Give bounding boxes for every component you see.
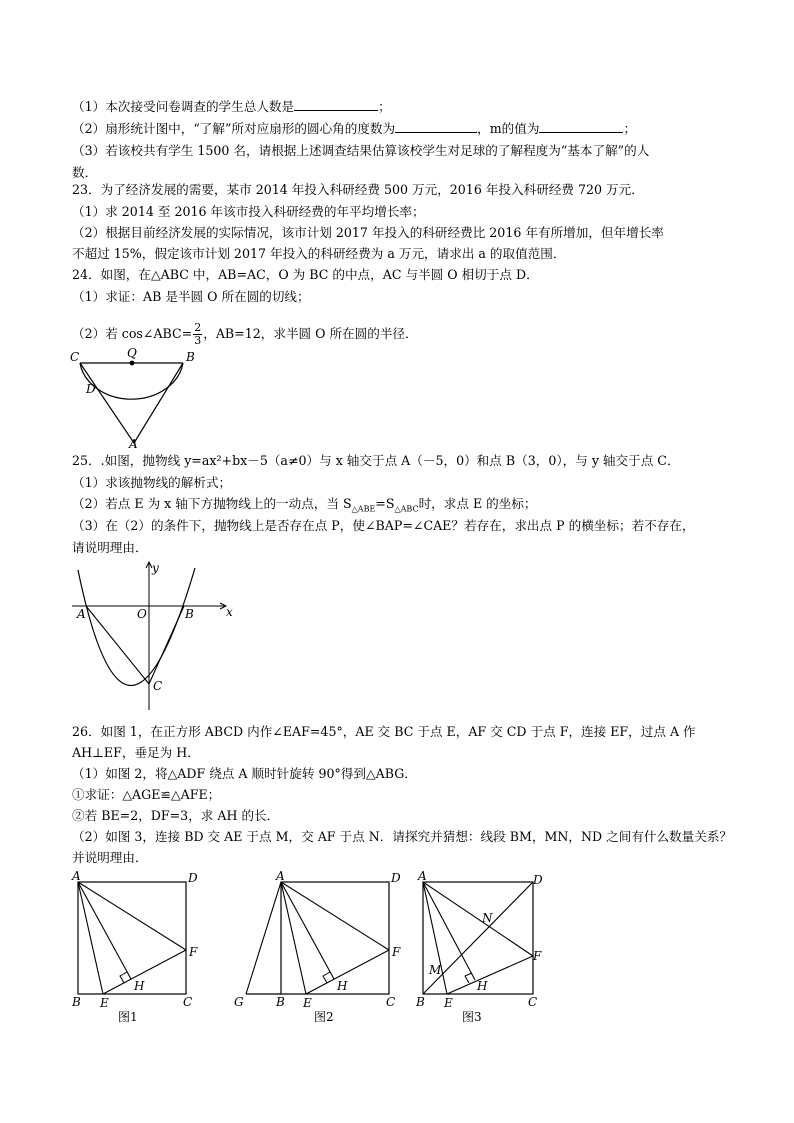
q26-figure-2 xyxy=(226,870,406,1026)
axis-label-y: y xyxy=(152,561,159,575)
q23-part1: （1）求 2014 至 2016 年该市投入科研经费的年平均增长率； xyxy=(72,204,425,219)
q26-stem: 26．如图 1，在正方形 ABCD 内作∠EAF=45°，AE 交 BC 于点 E，AF 交 CD 于点 F，连接 EF，过点 A 作 xyxy=(72,724,696,739)
q22-part3-cont: 数． xyxy=(72,165,98,180)
answer-blank[interactable] xyxy=(539,120,623,133)
label-a: A xyxy=(72,870,81,883)
q25-part1: （1）求该抛物线的解析式； xyxy=(72,475,232,490)
label-a: A xyxy=(129,437,138,450)
label-o: O xyxy=(137,607,147,621)
label-c: C xyxy=(153,679,163,693)
label-b: B xyxy=(185,607,194,621)
label-h: H xyxy=(134,979,145,993)
q26-figure-1 xyxy=(66,870,216,1026)
q25-stem: 25．.如图，抛物线 y=ax²+bx－5（a≠0）与 x 轴交于点 A（－5，0）和点 B（3，0），与 y 轴交于点 C． xyxy=(72,453,680,468)
label-n: N xyxy=(482,911,493,925)
q25-figure xyxy=(68,558,236,716)
q26-stem-cont: AH⊥EF，垂足为 H． xyxy=(72,745,200,760)
label-a: A xyxy=(276,870,285,883)
caption-fig3: 图3 xyxy=(462,1010,482,1024)
caption-fig1: 图1 xyxy=(118,1010,138,1024)
q26-part2-cont: 并说明理由． xyxy=(72,850,148,865)
q24-part2: （2）若 cos∠ABC= $\frac{2}{3}$ ，AB=12，求半圆 O 所在圆的半径． xyxy=(72,321,418,347)
label-b: B xyxy=(276,995,285,1009)
label-c: C xyxy=(70,350,80,364)
q25-part3: （3）在（2）的条件下，抛物线上是否存在点 P，使∠BAP=∠CAE？若存在，求出点 P 的横坐标；若不存在， xyxy=(72,518,695,533)
answer-blank[interactable] xyxy=(294,98,378,111)
label-e: E xyxy=(444,996,453,1010)
q23-stem: 23．为了经济发展的需要，某市 2014 年投入科研经费 500 万元，2016 年投入科研经费 720 万元． xyxy=(72,182,644,197)
label-e: E xyxy=(303,996,312,1010)
q25-part2: （2）若点 E 为 x 轴下方抛物线上的一动点，当 $S_{\triangle ABE}=S_{\triangle ABC}$时，求点 E 的坐标； xyxy=(72,496,537,514)
q26-part1-1: ①求证：△AGE≌△AFE； xyxy=(72,787,221,802)
caption-fig2: 图2 xyxy=(314,1010,334,1024)
q25-part3-cont: 请说明理由． xyxy=(72,540,148,555)
q22-part3: （3）若该校共有学生 1500 名，请根据上述调查结果估算该校学生对足球的了解程度为“基本了解”的人 xyxy=(72,143,650,158)
q22-part2: （2）扇形统计图中，“了解”所对应扇形的圆心角的度数为 ，m的值为 ； xyxy=(72,121,637,136)
axis-label-x: x xyxy=(226,605,233,619)
label-b: B xyxy=(186,350,195,364)
label-g: G xyxy=(234,995,244,1009)
q24-figure xyxy=(66,344,196,450)
label-c: C xyxy=(386,995,396,1009)
label-h: H xyxy=(337,979,348,993)
label-f: F xyxy=(533,949,542,963)
label-f: F xyxy=(392,945,401,959)
q23-part2: （2）根据目前经济发展的实际情况，该市计划 2017 年投入的科研经费比 2016 年有所增加，但年增长率 xyxy=(72,225,664,240)
label-d: D xyxy=(533,873,543,887)
label-f: F xyxy=(189,945,198,959)
q26-part1-2: ②若 BE=2，DF=3，求 AH 的长． xyxy=(72,808,280,823)
cos-fraction: $\frac{2}{3}$ xyxy=(194,321,202,347)
label-e: E xyxy=(100,996,109,1010)
label-q: Q xyxy=(127,346,137,360)
label-c: C xyxy=(183,995,193,1009)
label-a: A xyxy=(418,870,427,883)
label-h: H xyxy=(477,979,488,993)
label-d: D xyxy=(86,382,96,396)
q24-part1: （1）求证：AB 是半圆 O 所在圆的切线； xyxy=(72,289,310,304)
label-b: B xyxy=(416,995,425,1009)
label-a: A xyxy=(77,607,86,621)
label-m: M xyxy=(429,963,442,977)
label-b: B xyxy=(72,995,81,1009)
answer-blank[interactable] xyxy=(395,120,477,133)
q26-part1: （1）如图 2，将△ADF 绕点 A 顺时针旋转 90°得到△ABG． xyxy=(72,766,417,781)
q22-part1: （1）本次接受问卷调查的学生总人数是 ； xyxy=(72,99,391,114)
label-d: D xyxy=(188,871,198,885)
label-d: D xyxy=(391,871,401,885)
q24-stem: 24．如图，在△ABC 中，AB=AC，O 为 BC 的中点，AC 与半圆 O 相切于点 D． xyxy=(72,267,539,282)
label-c: C xyxy=(528,995,538,1009)
q26-figure-3 xyxy=(412,870,552,1026)
q23-part2-cont: 不超过 15%，假定该市计划 2017 年投入的科研经费为 a 万元，请求出 a 的取值范围． xyxy=(72,246,566,261)
q26-part2: （2）如图 3，连接 BD 交 AE 于点 M，交 AF 于点 N．请探究并猜想：线段 BM，MN，ND 之间有什么数量关系？ xyxy=(72,829,733,844)
